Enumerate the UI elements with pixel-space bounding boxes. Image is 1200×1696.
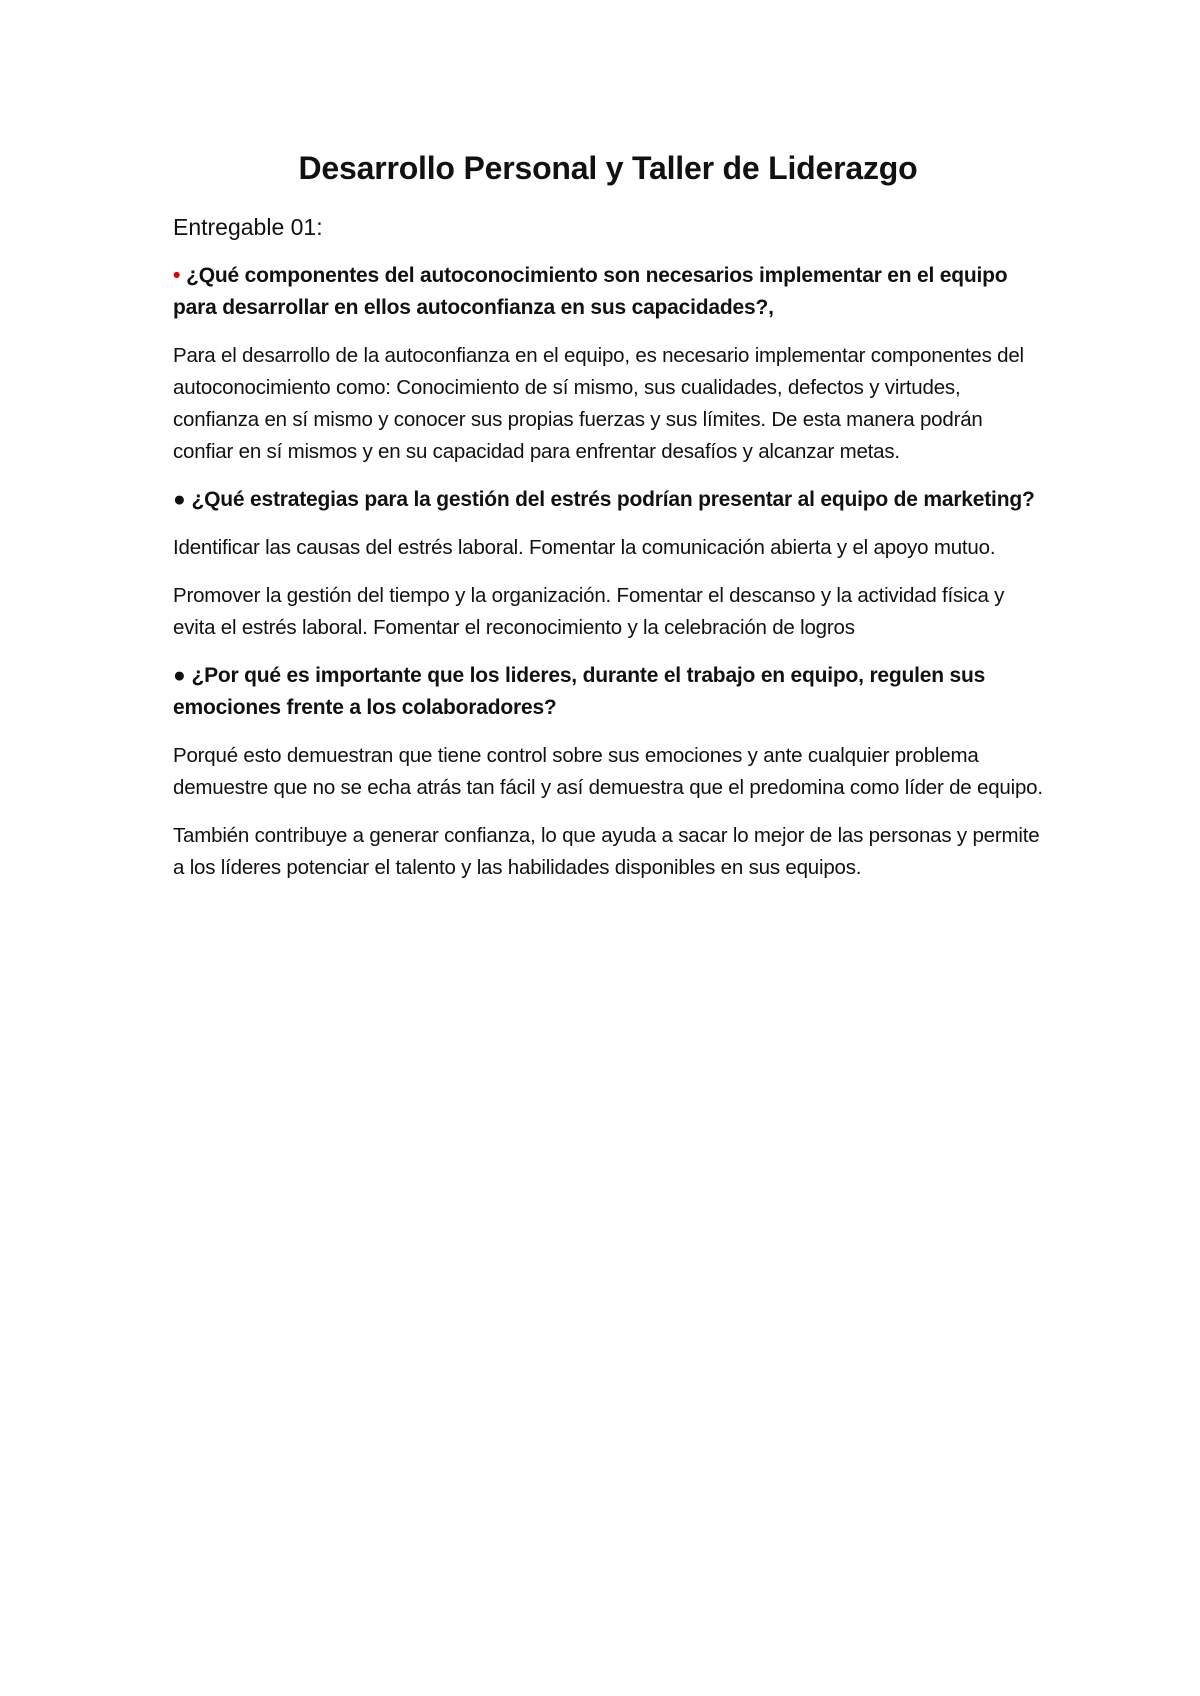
document-body: [173, 146, 1043, 884]
answer-3-paragraph-2: También contribuye a generar confianza, lo que ayuda a sacar lo mejor de las personas y permite a los líderes potenciar el talento y las habilidades disponibles en sus equipos.: [173, 824, 1040, 879]
question-1-text: ¿Qué componentes del autoconocimiento son necesarios implementar en el equipo para desarrollar en ellos autoconfianza en sus capacidades?,: [173, 264, 1008, 319]
deliverable-label: Entregable 01:: [173, 214, 323, 240]
answer-2-paragraph-1: Identificar las causas del estrés laboral. Fomentar la comunicación abierta y el apoyo mutuo.: [173, 536, 996, 559]
question-2: [173, 484, 1043, 516]
question-2-text: ¿Qué estrategias para la gestión del estrés podrían presentar al equipo de marketing?: [191, 488, 1035, 511]
bullet-icon: •: [173, 264, 181, 287]
answer-2-paragraph-2: Promover la gestión del tiempo y la organización. Fomentar el descanso y la actividad física y evita el estrés laboral. Fomentar el reconocimiento y la celebración de logros: [173, 584, 1005, 639]
bullet-icon: ●: [173, 488, 186, 511]
bullet-icon: ●: [173, 664, 186, 687]
question-1: [173, 260, 1043, 324]
question-3: [173, 660, 1043, 724]
answer-1-paragraph-1: Para el desarrollo de la autoconfianza en el equipo, es necesario implementar componentes del autoconocimiento como: Conocimiento de sí mismo, sus cualidades, defectos y virtudes, confianza en sí mismo y conocer sus propias fuerzas y sus límites. De esta manera podrán confiar en sí mismos y en su capacidad para enfrentar desafíos y alcanzar metas.: [173, 344, 1024, 463]
document-title: Desarrollo Personal y Taller de Liderazgo: [298, 150, 918, 186]
answer-3-paragraph-1: Porqué esto demuestran que tiene control sobre sus emociones y ante cualquier problema demuestre que no se echa atrás tan fácil y así demuestra que el predomina como líder de equipo.: [173, 744, 1043, 799]
question-3-text: ¿Por qué es importante que los lideres, durante el trabajo en equipo, regulen sus emociones frente a los colaboradores?: [173, 664, 986, 719]
